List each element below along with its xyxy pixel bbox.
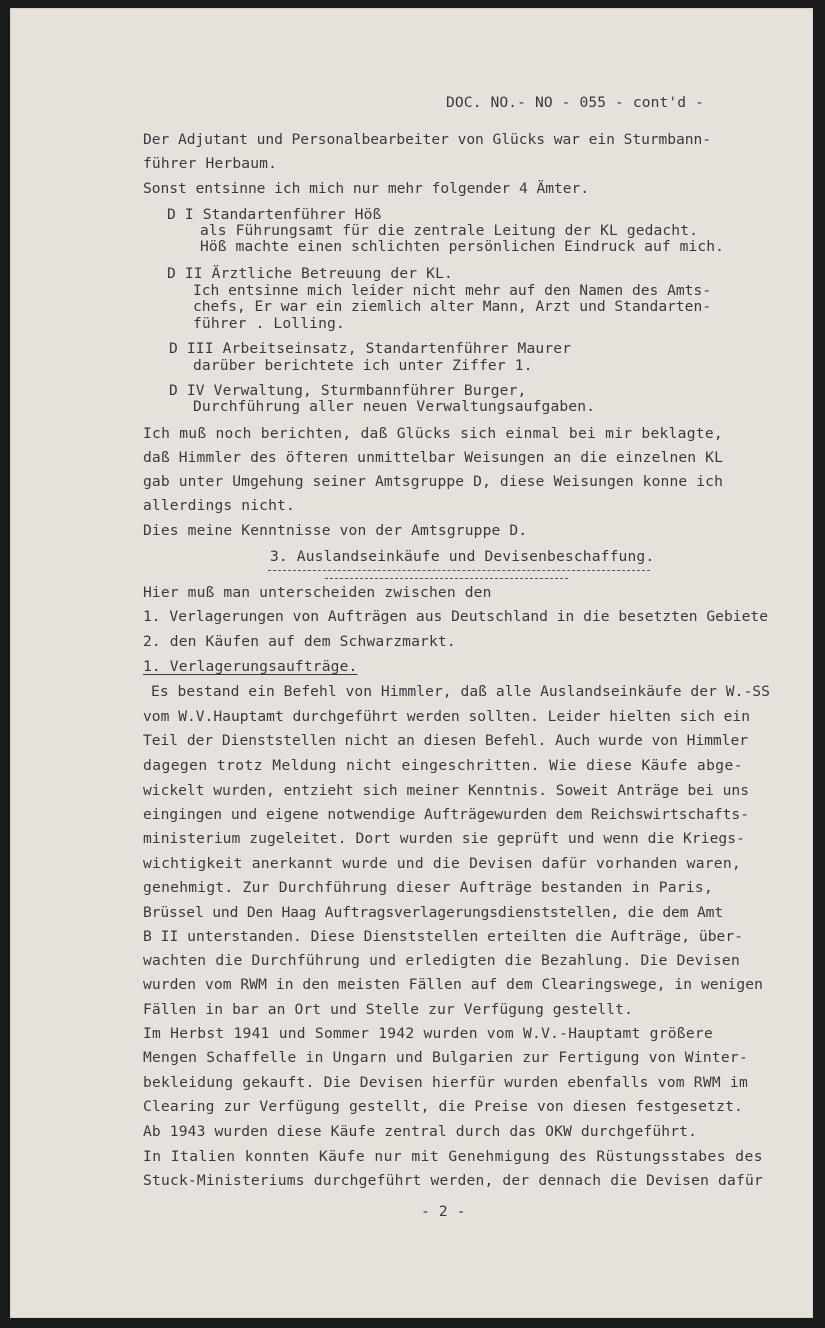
text-line: Dies meine Kenntnisse von der Amtsgruppe D.: [143, 522, 528, 539]
text-line: wickelt wurden, entzieht sich meiner Kenntnis. Soweit Anträge bei uns: [143, 782, 749, 799]
department-d2-title: D II Ärztliche Betreuung der KL.: [167, 265, 453, 282]
list-item: 1. Verlagerungen von Aufträgen aus Deutschland in die besetzten Gebiete: [143, 608, 768, 625]
text-line: Es bestand ein Befehl von Himmler, daß alle Auslandseinkäufe der W.-SS: [151, 683, 770, 700]
page-number: - 2 -: [421, 1203, 466, 1220]
department-d3-text: darüber berichtete ich unter Ziffer 1.: [193, 357, 533, 374]
text-line: allerdings nicht.: [143, 497, 295, 514]
text-line: wurden vom RWM in den meisten Fällen auf dem Clearingswege, in wenigen: [143, 976, 763, 993]
section-heading: 3. Auslandseinkäufe und Devisenbeschaffung.: [270, 548, 655, 565]
text-line: Clearing zur Verfügung gestellt, die Preise von diesen festgesetzt.: [143, 1098, 743, 1115]
text-line: Brüssel und Den Haag Auftragsverlagerungsdienststellen, die dem Amt: [143, 904, 723, 921]
text-line: dagegen trotz Meldung nicht eingeschritten. Wie diese Käufe abge-: [143, 757, 743, 774]
text-line: ministerium zugeleitet. Dort wurden sie geprüft und wenn die Kriegs-: [143, 830, 745, 847]
subheading: 1. Verlagerungsaufträge.: [143, 658, 358, 675]
text-line: Fällen in bar an Ort und Stelle zur Verfügung gestellt.: [143, 1001, 633, 1018]
text-line: Sonst entsinne ich mich nur mehr folgender 4 Ämter.: [143, 180, 589, 197]
department-d1-text: als Führungsamt für die zentrale Leitung der KL gedacht.: [200, 222, 698, 239]
text-line: Im Herbst 1941 und Sommer 1942 wurden vom W.V.-Hauptamt größere: [143, 1025, 713, 1042]
department-d4-text: Durchführung aller neuen Verwaltungsaufgaben.: [193, 398, 596, 415]
text-line: Der Adjutant und Personalbearbeiter von Glücks war ein Sturmbann-: [143, 131, 711, 148]
list-item: 2. den Käufen auf dem Schwarzmarkt.: [143, 633, 456, 650]
document-number-header: DOC. NO.- NO - 055 - cont'd -: [446, 94, 704, 111]
text-line: In Italien konnten Käufe nur mit Genehmigung des Rüstungsstabes des: [143, 1148, 763, 1165]
text-line: bekleidung gekauft. Die Devisen hierfür wurden ebenfalls vom RWM im: [143, 1074, 748, 1091]
text-line: führer Herbaum.: [143, 155, 278, 172]
text-line: wachten die Durchführung und erledigten die Bezahlung. Die Devisen: [143, 952, 740, 969]
text-line: gab unter Umgehung seiner Amtsgruppe D, diese Weisungen konne ich: [143, 473, 723, 490]
text-line: genehmigt. Zur Durchführung dieser Aufträge bestanden in Paris,: [143, 879, 713, 896]
text-line: B II unterstanden. Diese Dienststellen erteilten die Aufträge, über-: [143, 928, 743, 945]
text-line: vom W.V.Hauptamt durchgeführt werden sollten. Leider hielten sich ein: [143, 708, 750, 725]
text-line: Mengen Schaffelle in Ungarn und Bulgarien zur Fertigung von Winter-: [143, 1049, 748, 1066]
department-d2-text: führer . Lolling.: [193, 315, 345, 332]
department-d3-title: D III Arbeitseinsatz, Standartenführer Maurer: [169, 340, 572, 357]
heading-underline: [268, 570, 650, 571]
department-d4-title: D IV Verwaltung, Sturmbannführer Burger,: [169, 382, 527, 399]
text-line: Stuck-Ministeriums durchgeführt werden, der dennach die Devisen dafür: [143, 1172, 763, 1189]
text-line: Teil der Dienststellen nicht an diesen Befehl. Auch wurde von Himmler: [143, 732, 748, 749]
text-line: wichtigkeit anerkannt wurde und die Devisen dafür vorhanden waren,: [143, 855, 741, 872]
text-line: Ich muß noch berichten, daß Glücks sich einmal bei mir beklagte,: [143, 425, 723, 442]
text-line: Hier muß man unterscheiden zwischen den: [143, 584, 492, 601]
text-line: Ab 1943 wurden diese Käufe zentral durch das OKW durchgeführt.: [143, 1123, 698, 1140]
heading-rule: [325, 578, 568, 579]
department-d2-text: chefs, Er war ein ziemlich alter Mann, Arzt und Standarten-: [193, 298, 712, 315]
text-line: eingingen und eigene notwendige Aufträgewurden dem Reichswirtschafts-: [143, 806, 749, 823]
department-d1-text: Höß machte einen schlichten persönlichen Eindruck auf mich.: [200, 238, 724, 255]
text-line: daß Himmler des öfteren unmittelbar Weisungen an die einzelnen KL: [143, 449, 723, 466]
department-d1-title: D I Standartenführer Höß: [167, 206, 382, 223]
department-d2-text: Ich entsinne mich leider nicht mehr auf den Namen des Amts-: [193, 282, 712, 299]
